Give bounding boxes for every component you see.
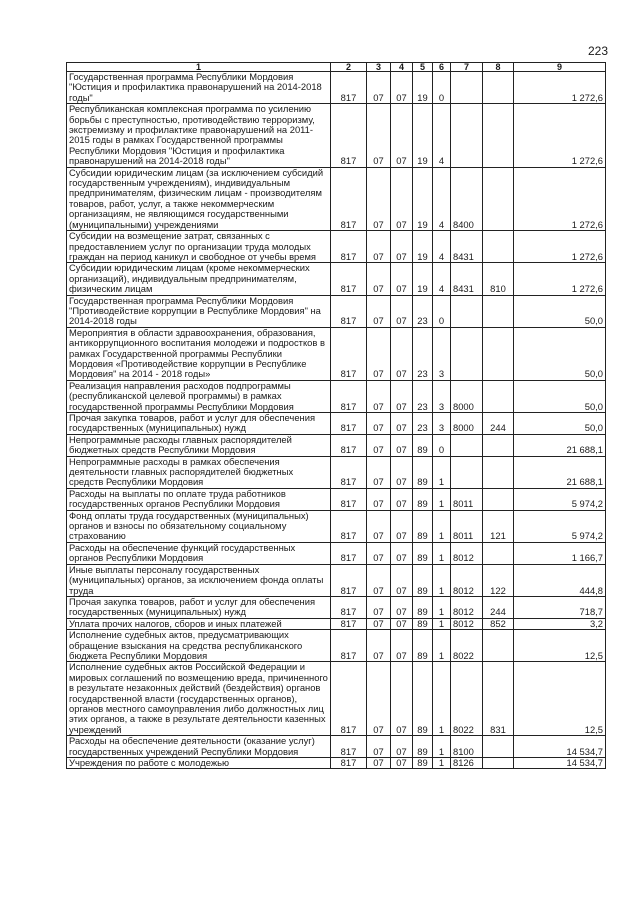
table-row (67, 434, 606, 456)
row-subprogram-cell: 4 (433, 263, 451, 295)
row-subprogram-cell: 3 (433, 413, 451, 435)
row-amount-cell: 5 974,2 (514, 510, 606, 542)
row-direction-cell: 8000 (451, 413, 483, 435)
row-subsection-cell: 07 (391, 542, 413, 564)
row-code-cell: 817 (331, 596, 367, 618)
row-subprogram-cell: 1 (433, 736, 451, 758)
row-program-cell: 23 (413, 327, 433, 380)
row-subprogram-cell: 4 (433, 167, 451, 230)
row-direction-cell (451, 327, 483, 380)
row-amount-cell: 21 688,1 (514, 434, 606, 456)
row-section-cell: 07 (367, 736, 391, 758)
row-subsection-cell: 07 (391, 662, 413, 736)
row-direction-cell: 8126 (451, 758, 483, 769)
row-program-cell: 19 (413, 72, 433, 104)
table-row (67, 596, 606, 618)
row-subprogram-cell: 1 (433, 618, 451, 629)
table-row (67, 662, 606, 736)
row-program-cell: 89 (413, 434, 433, 456)
row-section-cell: 07 (367, 488, 391, 510)
row-code-cell: 817 (331, 488, 367, 510)
table-row (67, 510, 606, 542)
row-section-cell: 07 (367, 434, 391, 456)
row-amount-cell: 12,5 (514, 662, 606, 736)
row-subprogram-cell: 1 (433, 630, 451, 662)
row-code-cell: 817 (331, 736, 367, 758)
row-amount-cell: 50,0 (514, 295, 606, 327)
row-expense-type-cell (483, 167, 514, 230)
header-cell: 3 (367, 63, 391, 72)
row-amount-cell: 1 272,6 (514, 72, 606, 104)
row-code-cell: 817 (331, 167, 367, 230)
page-number: 223 (588, 44, 609, 58)
row-section-cell: 07 (367, 456, 391, 488)
row-name-cell: Республиканская комплексная программа по усилению борьбы с преступностью, противодействию терроризму, экстремизму и профилактике правонарушений на 2011-2015 годы в рамках Государственной программы Республики Мордовия "Юстиция и профилактика правонарушений на 2014-2018 годы" (67, 104, 331, 167)
row-name-cell: Реализация направления расходов подпрограммы (республиканской целевой программы) в рамках государственной программы Республики Мордовия (67, 380, 331, 412)
row-program-cell: 89 (413, 662, 433, 736)
row-subsection-cell: 07 (391, 564, 413, 596)
header-cell: 1 (67, 63, 331, 72)
row-amount-cell: 444,8 (514, 564, 606, 596)
row-name-cell: Иные выплаты персоналу государственных (муниципальных) органов, за исключением фонда оплаты труда (67, 564, 331, 596)
table-row (67, 380, 606, 412)
row-program-cell: 89 (413, 564, 433, 596)
table-row (67, 618, 606, 629)
table-row (67, 413, 606, 435)
row-expense-type-cell (483, 327, 514, 380)
row-subprogram-cell: 1 (433, 758, 451, 769)
row-direction-cell: 8100 (451, 736, 483, 758)
row-direction-cell: 8012 (451, 542, 483, 564)
row-name-cell: Прочая закупка товаров, работ и услуг для обеспечения государственных (муниципальных) нужд (67, 413, 331, 435)
row-name-cell: Учреждения по работе с молодежью (67, 758, 331, 769)
row-amount-cell: 3,2 (514, 618, 606, 629)
row-expense-type-cell (483, 488, 514, 510)
row-subsection-cell: 07 (391, 434, 413, 456)
row-expense-type-cell: 121 (483, 510, 514, 542)
row-expense-type-cell: 810 (483, 263, 514, 295)
row-program-cell: 89 (413, 618, 433, 629)
row-subsection-cell: 07 (391, 630, 413, 662)
row-amount-cell: 1 166,7 (514, 542, 606, 564)
row-section-cell: 07 (367, 758, 391, 769)
row-direction-cell (451, 72, 483, 104)
row-code-cell: 817 (331, 380, 367, 412)
row-expense-type-cell: 831 (483, 662, 514, 736)
row-subprogram-cell: 0 (433, 72, 451, 104)
row-amount-cell: 1 272,6 (514, 231, 606, 263)
table-row (67, 327, 606, 380)
row-expense-type-cell (483, 434, 514, 456)
table-row (67, 231, 606, 263)
table-row (67, 167, 606, 230)
row-program-cell: 89 (413, 488, 433, 510)
row-section-cell: 07 (367, 630, 391, 662)
table-row (67, 630, 606, 662)
row-subprogram-cell: 4 (433, 104, 451, 167)
row-direction-cell: 8022 (451, 662, 483, 736)
row-amount-cell: 14 534,7 (514, 758, 606, 769)
row-program-cell: 19 (413, 231, 433, 263)
row-direction-cell: 8012 (451, 564, 483, 596)
row-amount-cell: 5 974,2 (514, 488, 606, 510)
row-name-cell: Мероприятия в области здравоохранения, образования, антикоррупционного воспитания молодежи и подростков в рамках Государственной программы Республики Мордовия «Противодействие коррупции в Республике Мордовия" на 2014 - 2018 годы» (67, 327, 331, 380)
row-section-cell: 07 (367, 72, 391, 104)
row-expense-type-cell (483, 295, 514, 327)
header-cell: 2 (331, 63, 367, 72)
row-program-cell: 19 (413, 263, 433, 295)
table-row (67, 104, 606, 167)
row-name-cell: Субсидии на возмещение затрат, связанных с предоставлением услуг по организации труда молодых граждан на период каникул и свободное от учебы время (67, 231, 331, 263)
row-subsection-cell: 07 (391, 596, 413, 618)
row-subprogram-cell: 3 (433, 327, 451, 380)
row-code-cell: 817 (331, 662, 367, 736)
row-amount-cell: 50,0 (514, 327, 606, 380)
row-direction-cell (451, 104, 483, 167)
table-row (67, 263, 606, 295)
row-code-cell: 817 (331, 564, 367, 596)
table-row (67, 295, 606, 327)
row-subsection-cell: 07 (391, 72, 413, 104)
row-section-cell: 07 (367, 327, 391, 380)
row-section-cell: 07 (367, 542, 391, 564)
row-section-cell: 07 (367, 231, 391, 263)
row-section-cell: 07 (367, 596, 391, 618)
row-subprogram-cell: 1 (433, 542, 451, 564)
row-amount-cell: 1 272,6 (514, 167, 606, 230)
row-code-cell: 817 (331, 231, 367, 263)
row-name-cell: Исполнение судебных актов, предусматривающих обращение взыскания на средства республиканского бюджета Республики Мордовия (67, 630, 331, 662)
table-row (67, 542, 606, 564)
table-row (67, 564, 606, 596)
row-code-cell: 817 (331, 434, 367, 456)
row-name-cell: Субсидии юридическим лицам (кроме некоммерческих организаций), индивидуальным предпринимателям, физическим лицам (67, 263, 331, 295)
row-amount-cell: 12,5 (514, 630, 606, 662)
row-direction-cell (451, 456, 483, 488)
row-name-cell: Исполнение судебных актов Российской Федерации и мировых соглашений по возмещению вреда, причиненного в результате незаконных действий (бездействия) органов государственной власти (государственных органов), органов местного самоуправления либо должностных лиц этих органов, а также в результате деятельности казенных учреждений (67, 662, 331, 736)
row-expense-type-cell (483, 736, 514, 758)
row-name-cell: Непрограммные расходы в рамках обеспечения деятельности главных распорядителей бюджетных средств Республики Мордовия (67, 456, 331, 488)
header-cell: 6 (433, 63, 451, 72)
row-subprogram-cell: 1 (433, 510, 451, 542)
table-row (67, 736, 606, 758)
table-row (67, 456, 606, 488)
row-code-cell: 817 (331, 72, 367, 104)
row-subsection-cell: 07 (391, 380, 413, 412)
row-section-cell: 07 (367, 167, 391, 230)
row-code-cell: 817 (331, 542, 367, 564)
row-subsection-cell: 07 (391, 618, 413, 629)
row-expense-type-cell (483, 380, 514, 412)
row-section-cell: 07 (367, 104, 391, 167)
row-subprogram-cell: 0 (433, 295, 451, 327)
row-direction-cell: 8012 (451, 618, 483, 629)
row-code-cell: 817 (331, 758, 367, 769)
header-cell: 5 (413, 63, 433, 72)
row-amount-cell: 718,7 (514, 596, 606, 618)
row-name-cell: Прочая закупка товаров, работ и услуг для обеспечения государственных (муниципальных) нужд (67, 596, 331, 618)
budget-table (66, 62, 606, 769)
row-expense-type-cell (483, 104, 514, 167)
row-code-cell: 817 (331, 413, 367, 435)
row-program-cell: 89 (413, 736, 433, 758)
row-direction-cell: 8431 (451, 263, 483, 295)
row-direction-cell: 8011 (451, 510, 483, 542)
row-name-cell: Непрограммные расходы главных распорядителей бюджетных средств Республики Мордовия (67, 434, 331, 456)
row-direction-cell: 8011 (451, 488, 483, 510)
row-direction-cell: 8000 (451, 380, 483, 412)
row-code-cell: 817 (331, 263, 367, 295)
row-expense-type-cell: 244 (483, 413, 514, 435)
row-name-cell: Уплата прочих налогов, сборов и иных платежей (67, 618, 331, 629)
row-name-cell: Расходы на обеспечение деятельности (оказание услуг) государственных учреждений Республики Мордовия (67, 736, 331, 758)
row-section-cell: 07 (367, 295, 391, 327)
row-amount-cell: 21 688,1 (514, 456, 606, 488)
row-subsection-cell: 07 (391, 488, 413, 510)
row-subprogram-cell: 1 (433, 596, 451, 618)
row-code-cell: 817 (331, 510, 367, 542)
row-program-cell: 23 (413, 295, 433, 327)
row-direction-cell (451, 434, 483, 456)
row-subsection-cell: 07 (391, 327, 413, 380)
row-subsection-cell: 07 (391, 263, 413, 295)
row-subsection-cell: 07 (391, 413, 413, 435)
row-subsection-cell: 07 (391, 456, 413, 488)
row-name-cell: Государственная программа Республики Мордовия "Противодействие коррупции в Республике Мордовия" на 2014-2018 годы (67, 295, 331, 327)
row-subprogram-cell: 1 (433, 564, 451, 596)
row-amount-cell: 1 272,6 (514, 104, 606, 167)
row-expense-type-cell: 122 (483, 564, 514, 596)
table-row (67, 488, 606, 510)
row-subsection-cell: 07 (391, 736, 413, 758)
row-code-cell: 817 (331, 456, 367, 488)
row-program-cell: 89 (413, 758, 433, 769)
row-program-cell: 89 (413, 630, 433, 662)
row-section-cell: 07 (367, 380, 391, 412)
row-subsection-cell: 07 (391, 231, 413, 263)
header-cell: 9 (514, 63, 606, 72)
row-expense-type-cell: 852 (483, 618, 514, 629)
row-expense-type-cell (483, 456, 514, 488)
row-program-cell: 89 (413, 596, 433, 618)
row-subprogram-cell: 3 (433, 380, 451, 412)
row-section-cell: 07 (367, 662, 391, 736)
row-subprogram-cell: 1 (433, 488, 451, 510)
row-subsection-cell: 07 (391, 104, 413, 167)
row-code-cell: 817 (331, 618, 367, 629)
row-amount-cell: 50,0 (514, 380, 606, 412)
row-subsection-cell: 07 (391, 167, 413, 230)
row-program-cell: 89 (413, 510, 433, 542)
row-program-cell: 89 (413, 456, 433, 488)
row-section-cell: 07 (367, 263, 391, 295)
row-section-cell: 07 (367, 510, 391, 542)
row-direction-cell: 8400 (451, 167, 483, 230)
header-cell: 7 (451, 63, 483, 72)
row-name-cell: Фонд оплаты труда государственных (муниципальных) органов и взносы по обязательному социальному страхованию (67, 510, 331, 542)
row-section-cell: 07 (367, 618, 391, 629)
row-expense-type-cell (483, 231, 514, 263)
row-subprogram-cell: 4 (433, 231, 451, 263)
row-subsection-cell: 07 (391, 295, 413, 327)
row-code-cell: 817 (331, 327, 367, 380)
row-name-cell: Расходы на обеспечение функций государственных органов Республики Мордовия (67, 542, 331, 564)
row-amount-cell: 1 272,6 (514, 263, 606, 295)
row-amount-cell: 50,0 (514, 413, 606, 435)
row-direction-cell: 8022 (451, 630, 483, 662)
row-section-cell: 07 (367, 413, 391, 435)
row-expense-type-cell: 244 (483, 596, 514, 618)
row-name-cell: Субсидии юридическим лицам (за исключением субсидий государственным учреждениям), индивидуальным предпринимателям, физическим лицам - производителям товаров, работ, услуг, а также некоммерческим организациям, не являющимся государственными (муниципальными) учреждениями (67, 167, 331, 230)
row-program-cell: 19 (413, 167, 433, 230)
row-name-cell: Государственная программа Республики Мордовия "Юстиция и профилактика правонарушений на 2014-2018 годы" (67, 72, 331, 104)
row-section-cell: 07 (367, 564, 391, 596)
row-subsection-cell: 07 (391, 758, 413, 769)
header-cell: 4 (391, 63, 413, 72)
row-direction-cell (451, 295, 483, 327)
row-program-cell: 23 (413, 380, 433, 412)
row-program-cell: 23 (413, 413, 433, 435)
row-direction-cell: 8012 (451, 596, 483, 618)
table-row (67, 72, 606, 104)
row-program-cell: 19 (413, 104, 433, 167)
table-row (67, 758, 606, 769)
row-code-cell: 817 (331, 104, 367, 167)
row-code-cell: 817 (331, 295, 367, 327)
row-expense-type-cell (483, 758, 514, 769)
row-expense-type-cell (483, 630, 514, 662)
row-expense-type-cell (483, 542, 514, 564)
row-subprogram-cell: 1 (433, 662, 451, 736)
row-expense-type-cell (483, 72, 514, 104)
row-name-cell: Расходы на выплаты по оплате труда работников государственных органов Республики Мордовия (67, 488, 331, 510)
row-subprogram-cell: 0 (433, 434, 451, 456)
row-subprogram-cell: 1 (433, 456, 451, 488)
row-direction-cell: 8431 (451, 231, 483, 263)
row-amount-cell: 14 534,7 (514, 736, 606, 758)
header-cell: 8 (483, 63, 514, 72)
row-program-cell: 89 (413, 542, 433, 564)
row-subsection-cell: 07 (391, 510, 413, 542)
row-code-cell: 817 (331, 630, 367, 662)
